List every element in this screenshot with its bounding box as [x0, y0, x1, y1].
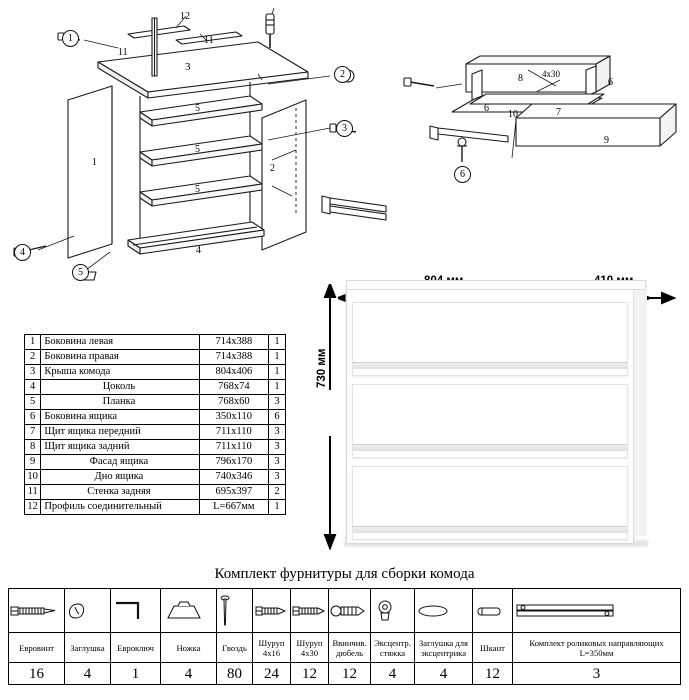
callout-9: 9: [604, 135, 609, 146]
kit-item-name: Евроключ: [111, 633, 161, 663]
callout-4x30: 4х30: [542, 69, 560, 79]
part-qty: 3: [269, 425, 286, 440]
part-dim: 768х74: [199, 380, 269, 395]
euroscrew-icon: [10, 603, 58, 619]
height-dimension-arrow: [316, 284, 346, 550]
part-no: 7: [25, 425, 41, 440]
part-name: Боковина правая: [41, 350, 199, 365]
kit-cell-icon: [161, 589, 217, 633]
kit-item-name: Евровинт: [9, 633, 65, 663]
euro-key-icon: [112, 599, 146, 623]
part-dim: 711х110: [199, 425, 269, 440]
kit-item-count: 12: [473, 663, 513, 685]
kit-item-name: Эксцентр. стяжка: [371, 633, 415, 663]
part-no: 3: [25, 365, 41, 380]
kit-cell-icon: [415, 589, 473, 633]
kit-item-count: 80: [217, 663, 253, 685]
part-qty: 1: [269, 380, 286, 395]
part-qty: 3: [269, 440, 286, 455]
callout-1: 1: [92, 157, 97, 168]
part-qty: 1: [269, 335, 286, 350]
part-dim: 740х346: [199, 470, 269, 485]
marker-circle-6: 6: [454, 166, 471, 183]
kit-item-name: Заглушка для эксцентрика: [415, 633, 473, 663]
callout-10: 10: [508, 109, 518, 120]
part-no: 8: [25, 440, 41, 455]
kit-count-row: [9, 663, 681, 685]
part-dim: 695х397: [199, 485, 269, 500]
kit-item-name: Шкант: [473, 633, 513, 663]
kit-item-name: Заглушка: [65, 633, 111, 663]
part-no: 2: [25, 350, 41, 365]
part-dim: 711х110: [199, 440, 269, 455]
kit-item-count: 12: [291, 663, 329, 685]
part-dim: 350х110: [199, 410, 269, 425]
table-row: [25, 395, 286, 410]
callout-6-b: 6: [608, 77, 613, 88]
callout-6-a: 6: [484, 103, 489, 114]
callout-12: 12: [180, 11, 190, 22]
table-row: [25, 350, 286, 365]
part-name: Цоколь: [41, 380, 199, 395]
nail-icon: [218, 594, 232, 628]
kit-item-name: Гвоздь: [217, 633, 253, 663]
callout-5-c: 5: [195, 184, 200, 195]
kit-item-count: 3: [513, 663, 681, 685]
part-dim: 796х170: [199, 455, 269, 470]
cap-plug-icon: [66, 601, 88, 621]
part-name: Щит ящика задний: [41, 440, 199, 455]
part-dim: 804х406: [199, 365, 269, 380]
part-name: Боковина левая: [41, 335, 199, 350]
hardware-kit-table: [8, 588, 681, 685]
table-row: [25, 470, 286, 485]
dresser-drawer-middle: [352, 384, 628, 458]
callout-4: 4: [196, 245, 201, 256]
cam-cover-icon: [416, 603, 450, 619]
table-row: [25, 380, 286, 395]
part-dim: 714х388: [199, 335, 269, 350]
kit-cell-icon: [291, 589, 329, 633]
part-no: 6: [25, 410, 41, 425]
kit-item-count: 4: [65, 663, 111, 685]
kit-cell-icon: [217, 589, 253, 633]
dresser-drawer-bottom: [352, 466, 628, 540]
callout-3: 3: [185, 61, 191, 73]
kit-cell-icon: [513, 589, 681, 633]
kit-icon-row: [9, 589, 681, 633]
exploded-diagram-area: [0, 0, 689, 290]
kit-item-count: 12: [329, 663, 371, 685]
parts-table: [24, 334, 286, 515]
table-row: [25, 500, 286, 515]
table-row: [25, 335, 286, 350]
table-row: [25, 440, 286, 455]
dowel-icon: [474, 603, 504, 619]
kit-cell-icon: [371, 589, 415, 633]
marker-circle-4: 4: [14, 244, 31, 261]
kit-cell-icon: [65, 589, 111, 633]
callout-11-b: 11: [204, 35, 214, 46]
callout-5-b: 5: [195, 144, 200, 155]
part-name: Фасад ящика: [41, 455, 199, 470]
part-name: Профиль соединительный: [41, 500, 199, 515]
drawer-handle: [353, 526, 627, 533]
dresser-right-side: [633, 280, 647, 536]
marker-circle-1: 1: [62, 30, 79, 47]
table-row: [25, 455, 286, 470]
callout-5-a: 5: [195, 103, 200, 114]
part-qty: 1: [269, 365, 286, 380]
dresser-top-panel: [346, 280, 646, 290]
part-no: 9: [25, 455, 41, 470]
kit-cell-icon: [253, 589, 291, 633]
kit-item-count: 4: [371, 663, 415, 685]
drawer-handle: [353, 444, 627, 451]
kit-item-name: Шуруп 4х30: [291, 633, 329, 663]
kit-cell-icon: [329, 589, 371, 633]
kit-cell-icon: [473, 589, 513, 633]
marker-circle-2: 2: [334, 66, 351, 83]
table-row: [25, 485, 286, 500]
part-dim: 768х60: [199, 395, 269, 410]
kit-cell-icon: [111, 589, 161, 633]
exploded-diagram-svg: [0, 0, 689, 290]
part-name: Крыша комода: [41, 365, 199, 380]
dresser-drawer-top: [352, 302, 628, 376]
table-row: [25, 365, 286, 380]
part-name: Щит ящика передний: [41, 425, 199, 440]
kit-item-name: Шуруп 4х16: [253, 633, 291, 663]
kit-item-count: 4: [415, 663, 473, 685]
cam-lock-icon: [372, 598, 398, 624]
drawer-slide-icon: [514, 601, 618, 621]
table-row: [25, 425, 286, 440]
part-qty: 1: [269, 500, 286, 515]
kit-item-count: 24: [253, 663, 291, 685]
part-no: 11: [25, 485, 41, 500]
part-qty: 1: [269, 350, 286, 365]
part-dim: L=667мм: [199, 500, 269, 515]
part-name: Стенка задняя: [41, 485, 199, 500]
part-dim: 714х388: [199, 350, 269, 365]
furniture-leg-icon: [162, 600, 206, 622]
part-qty: 3: [269, 395, 286, 410]
parts-table-body: [25, 335, 286, 515]
kit-item-count: 1: [111, 663, 161, 685]
part-no: 1: [25, 335, 41, 350]
callout-8: 8: [518, 73, 523, 84]
part-name: Боковина ящика: [41, 410, 199, 425]
kit-cell-icon: [9, 589, 65, 633]
callout-2: 2: [270, 163, 275, 174]
screw-4x30-icon: [292, 603, 326, 619]
dresser-photo: [318, 272, 678, 562]
marker-circle-5: 5: [72, 264, 89, 281]
marker-circle-3: 3: [336, 120, 353, 137]
part-no: 12: [25, 500, 41, 515]
part-qty: 6: [269, 410, 286, 425]
callout-11-a: 11: [118, 47, 128, 58]
part-no: 10: [25, 470, 41, 485]
kit-item-count: 4: [161, 663, 217, 685]
part-qty: 3: [269, 470, 286, 485]
kit-item-name: Ввинчив. дюбель: [329, 633, 371, 663]
kit-item-name: Ножка: [161, 633, 217, 663]
kit-item-name: Комплект роликовых направляющих L=350мм: [513, 633, 681, 663]
part-name: Дно ящика: [41, 470, 199, 485]
kit-item-count: 16: [9, 663, 65, 685]
screw-in-dowel-icon: [330, 602, 368, 620]
drawer-handle: [353, 362, 627, 369]
part-no: 4: [25, 380, 41, 395]
part-qty: 3: [269, 455, 286, 470]
part-qty: 2: [269, 485, 286, 500]
kit-name-row: [9, 633, 681, 663]
screw-4x16-icon: [254, 603, 288, 619]
height-label: 730 мм: [316, 348, 328, 388]
part-no: 5: [25, 395, 41, 410]
kit-title: Комплект фурнитуры для сборки комода: [214, 566, 475, 582]
callout-7: 7: [556, 107, 561, 118]
table-row: [25, 410, 286, 425]
part-name: Планка: [41, 395, 199, 410]
